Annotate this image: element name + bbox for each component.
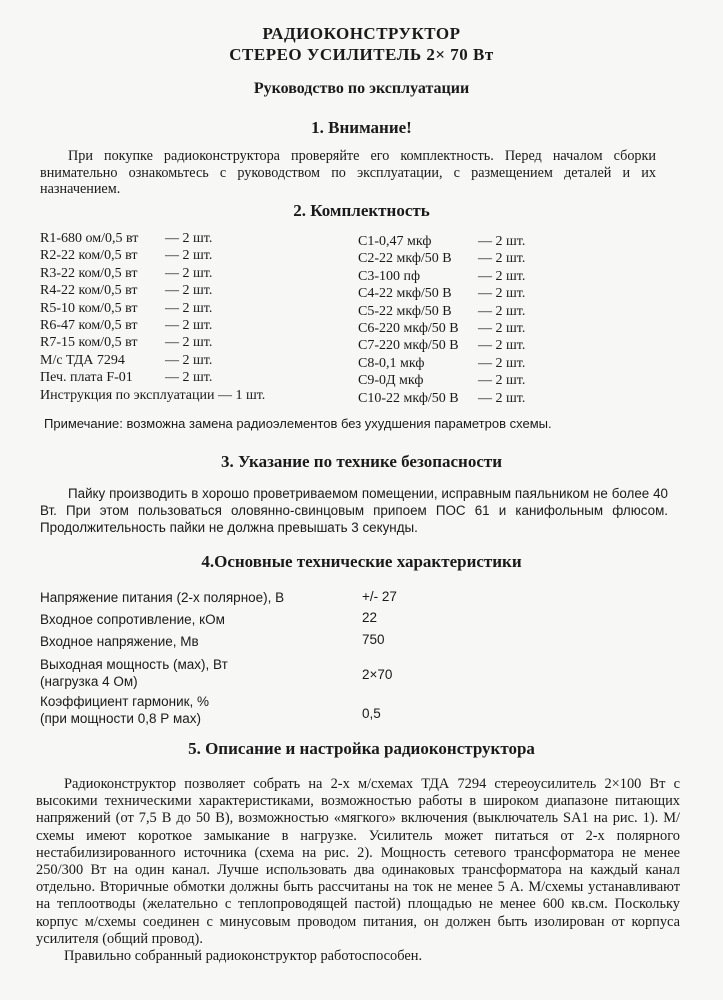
kit-list-left [40,230,340,404]
section5-text [36,776,680,965]
list-item: R6-47 ком/0,5 вт — 2 шт. [40,317,213,333]
spec-name-detail: (нагрузка 4 Ом) [40,674,138,689]
spec-value: 2×70 [362,667,393,682]
list-item: М/с ТДА 7294 — 2 шт. [40,352,213,368]
spec-value: 22 [362,610,378,625]
list-item: Печ. плата F-01 — 2 шт. [40,370,213,386]
list-item: C8-0,1 мкф — 2 шт. [358,355,526,371]
spec-value: 750 [362,632,385,647]
list-item: R3-22 ком/0,5 вт — 2 шт. [40,265,213,281]
section2-heading: 2. Комплектность [293,201,430,220]
kit-list-right [358,233,558,407]
spec-name-detail: (при мощности 0,8 Р мах) [40,711,201,726]
list-item: C5-22 мкф/50 В — 2 шт. [358,303,526,319]
spec-value: 0,5 [362,706,381,721]
list-item: C1-0,47 мкф — 2 шт. [358,234,526,249]
document-subtitle-product: СТЕРЕО УСИЛИТЕЛЬ 2× 70 Вт [229,45,494,64]
spec-name: Напряжение питания (2-х полярное), В [40,590,285,605]
section4-heading: 4.Основные технические характеристики [201,552,522,571]
section3-heading: 3. Указание по технике безопасности [220,452,503,471]
section1-paragraph: При покупке радиоконструктора проверяйте его комплектность. Перед началом сборки внимательно ознакомьтесь с руководством по эксплуатации, с размещением деталей и их назначением. [40,148,656,198]
list-item: C9-0Д мкф — 2 шт. [358,373,526,389]
list-item: C6-220 мкф/50 В — 2 шт. [358,320,526,336]
list-item: R4-22 ком/0,5 вт — 2 шт. [40,283,213,299]
section5-paragraph: Радиоконструктор позволяет собрать на 2-х м/схемах ТДА 7294 стереоусилитель 2×100 Вт с высокими техническими характеристиками, возможностью работы в широком диапазоне питающих напряжений (от 7,5 В до 50 В), возможностью «мягкого» включения (выключатель SA1 на рис. 1). М/схемы имеют короткое замыкание в нагрузке. Усилитель может питаться от 2-х полярного нестабилизированного источника (схема на рис. 2). Мощность сетевого трансформатора не менее 250/300 Вт на один канал. Лучше использовать два одинаковых трансформатора на каждый канал отдельно. Вторичные обмотки должны быть рассчитаны на ток не менее 5 А. М/схемы устанавливают на теплоотводы (желательно с теплопроводящей пастой) площадью не менее 600 кв.см. Поскольку корпус м/схемы соединен с минусовым проводом питания, он должен быть изолирован от корпуса усилителя (общий провод). [36,776,680,947]
section5-heading: 5. Описание и настройка радиоконструктора [188,739,535,758]
document-title: РАДИОКОНСТРУКТОР [262,24,461,43]
spec-value: +/- 27 [362,589,397,604]
list-item: C7-220 мкф/50 В — 2 шт. [358,338,526,354]
spec-name: Входное сопротивление, кОм [40,612,225,627]
section5-paragraph: Правильно собранный радиоконструктор работоспособен. [64,948,423,965]
section3-paragraph: Пайку производить в хорошо проветриваемом помещении, исправным паяльником не более 40 Вт. При этом пользоваться оловянно-свинцовым припоем ПОС 61 и канифольным флюсом. Продолжительность пайки не должна превышать 3 секунды. [40,486,668,535]
list-item: Инструкция по эксплуатации — 1 шт. [40,387,266,403]
section1-text [40,148,656,198]
spec-name: Выходная мощность (мах), Вт [40,657,228,672]
list-item: R1-680 ом/0,5 вт — 2 шт. [40,231,213,246]
spec-name: Входное напряжение, Мв [40,634,199,649]
list-item: C2-22 мкф/50 В — 2 шт. [358,251,526,267]
spec-name: Коэффициент гармоник, % [40,694,210,709]
list-item: R2-22 ком/0,5 вт — 2 шт. [40,248,213,264]
list-item: C10-22 мкф/50 В — 2 шт. [358,390,526,406]
kit-note: Примечание: возможна замена радиоэлементов без ухудшения параметров схемы. [44,416,552,431]
section1-heading: 1. Внимание! [311,118,412,137]
list-item: R5-10 ком/0,5 вт — 2 шт. [40,300,213,316]
list-item: R7-15 ком/0,5 вт — 2 шт. [40,335,213,351]
document-subtitle: Руководство по эксплуатации [253,80,470,97]
list-item: C3-100 пф — 2 шт. [358,268,526,284]
list-item: C4-22 мкф/50 В — 2 шт. [358,286,526,302]
section3-text [40,486,668,536]
